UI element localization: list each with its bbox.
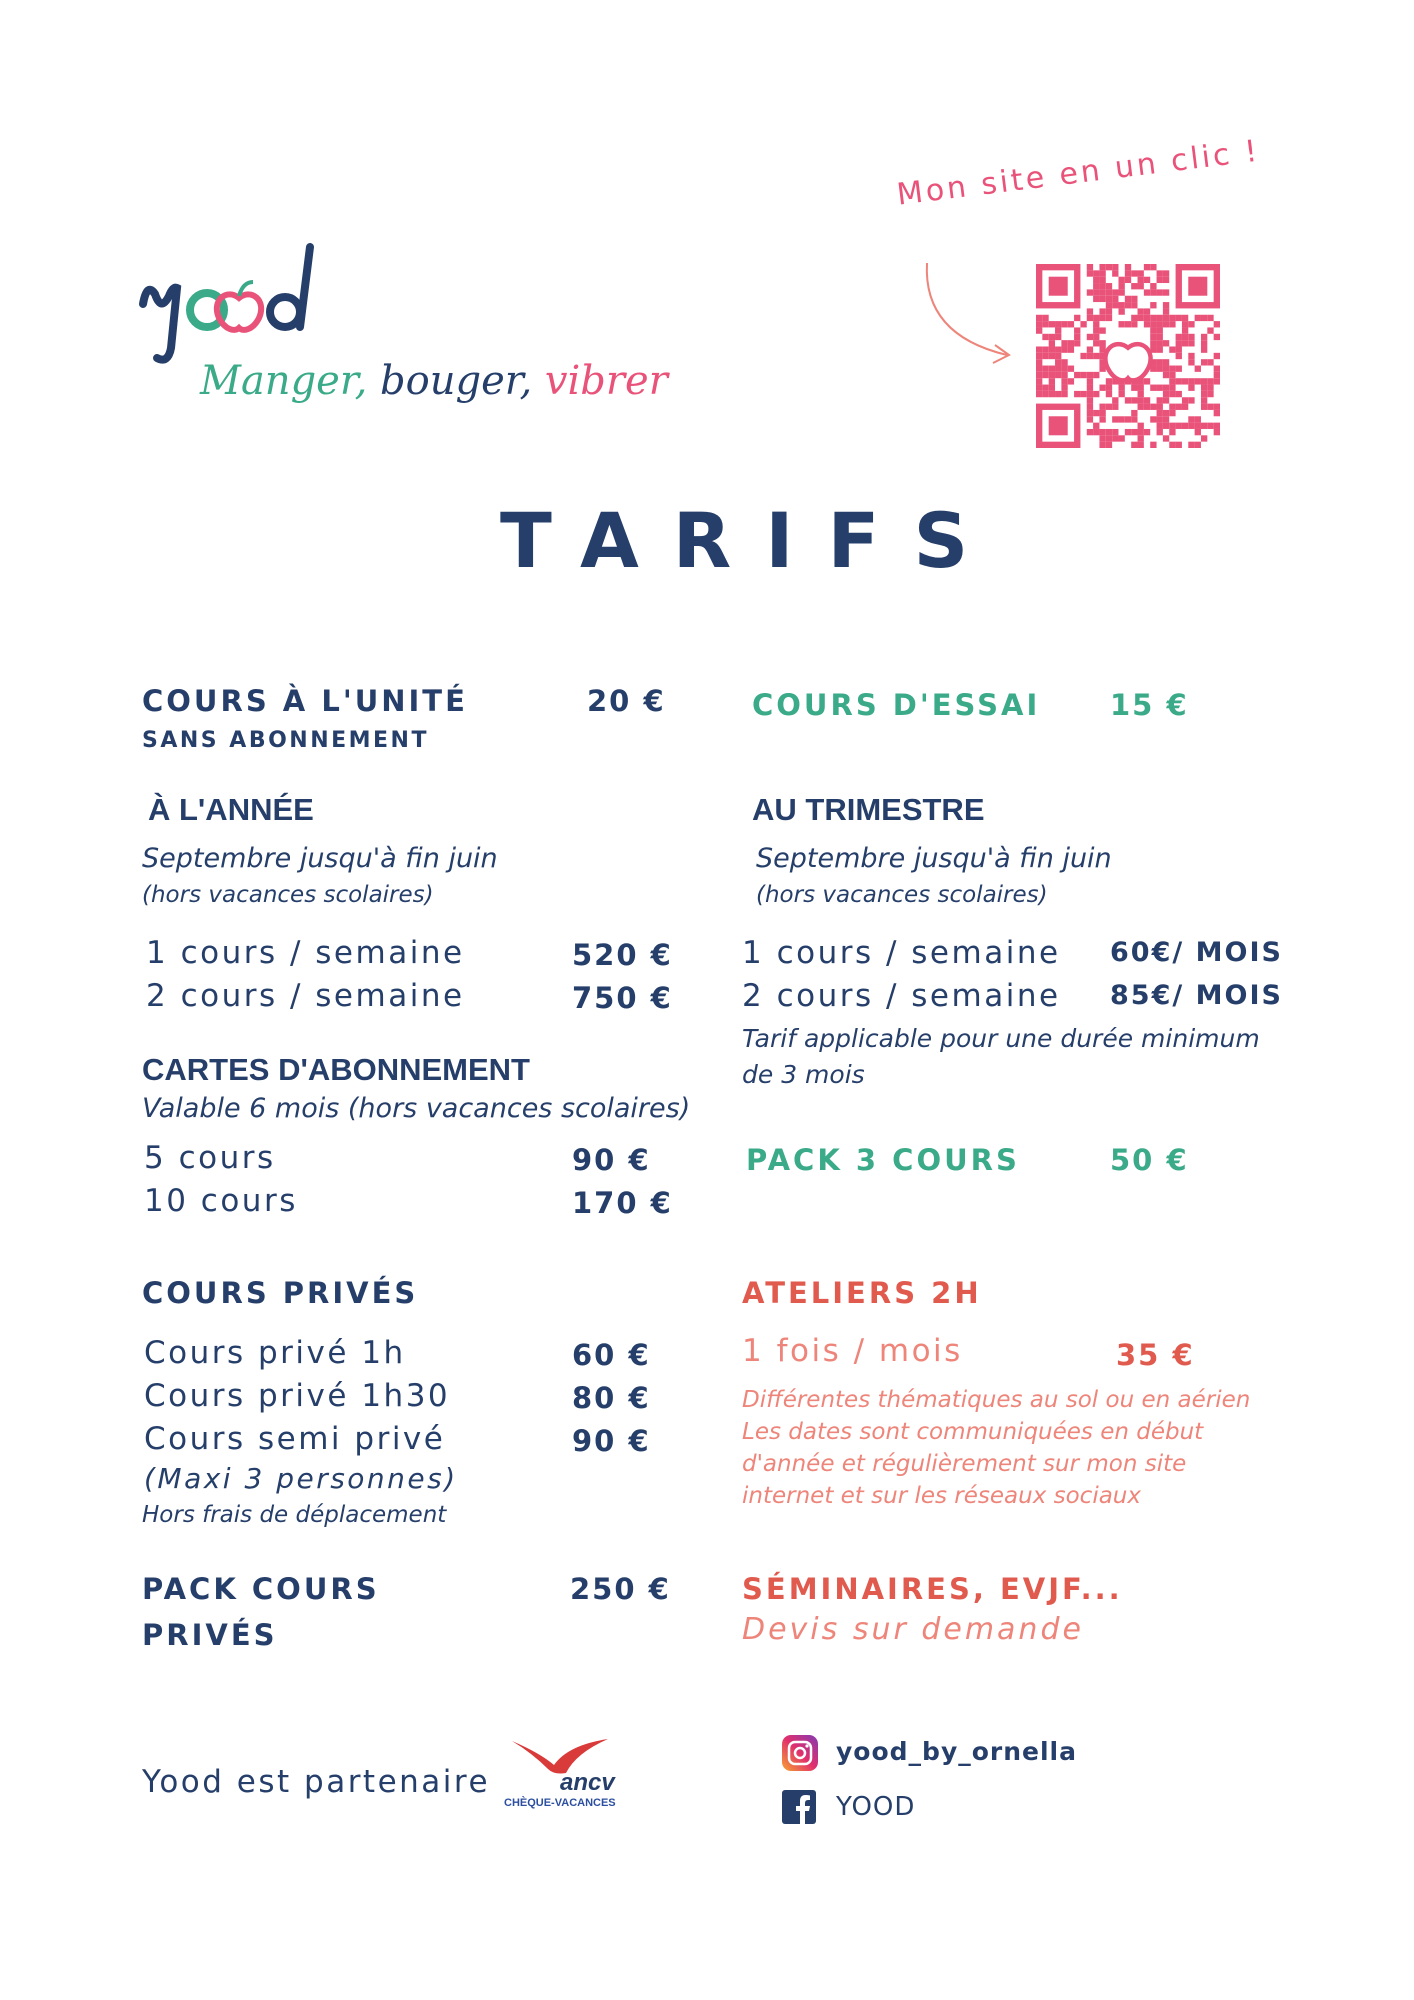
curved-arrow-icon xyxy=(915,255,1025,375)
ateliers-desc-4: internet et sur les réseaux sociaux xyxy=(742,1483,1141,1509)
tagline-manger: Manger, xyxy=(200,358,368,404)
trimestre-row-1-label: 1 cours / semaine xyxy=(742,935,1061,971)
ateliers-desc-3: d'année et régulièrement sur mon site xyxy=(742,1451,1187,1477)
tagline-vibrer: vibrer xyxy=(544,358,668,404)
ancv-logo xyxy=(500,1735,620,1815)
trimestre-note: (hors vacances scolaires) xyxy=(756,882,1048,908)
cartes-row-1-label: 5 cours xyxy=(144,1140,276,1176)
annee-note: (hors vacances scolaires) xyxy=(142,882,434,908)
seminaires-label: SÉMINAIRES, EVJF... xyxy=(742,1572,1123,1606)
prives-row-2-price: 80 € xyxy=(572,1381,651,1415)
prives-frais: Hors frais de déplacement xyxy=(142,1502,447,1528)
essai-label: COURS D'ESSAI xyxy=(752,688,1041,722)
essai-price: 15 € xyxy=(1110,688,1189,722)
prives-row-2-label: Cours privé 1h30 xyxy=(144,1378,451,1414)
ancv-wordmark: ancv xyxy=(560,1769,615,1796)
annee-period: Septembre jusqu'à fin juin xyxy=(142,843,498,874)
qr-caption: Mon site en un clic ! xyxy=(895,133,1262,213)
cartes-label: CARTES D'ABONNEMENT xyxy=(142,1052,530,1087)
ateliers-desc-2: Les dates sont communiquées en début xyxy=(742,1419,1204,1445)
instagram-handle: yood_by_ornella xyxy=(836,1737,1078,1766)
ateliers-desc-1: Différentes thématiques au sol ou en aérien xyxy=(742,1387,1251,1413)
ancv-sub: CHÈQUE-VACANCES xyxy=(504,1797,616,1809)
annee-row-2-price: 750 € xyxy=(572,981,673,1015)
prives-row-1-label: Cours privé 1h xyxy=(144,1335,406,1371)
cartes-row-1-price: 90 € xyxy=(572,1143,651,1177)
annee-row-1-price: 520 € xyxy=(572,938,673,972)
prives-row-3-price: 90 € xyxy=(572,1424,651,1458)
annee-row-2-label: 2 cours / semaine xyxy=(146,978,465,1014)
prives-row-1-price: 60 € xyxy=(572,1338,651,1372)
pack-prives-label-2: PRIVÉS xyxy=(142,1618,278,1652)
pack-prives-price: 250 € xyxy=(570,1572,671,1606)
trimestre-period: Septembre jusqu'à fin juin xyxy=(756,843,1112,874)
ateliers-label: ATELIERS 2H xyxy=(742,1276,982,1310)
facebook-handle: YOOD xyxy=(836,1792,916,1822)
prives-maxi: (Maxi 3 personnes) xyxy=(144,1462,458,1495)
ateliers-price: 35 € xyxy=(1116,1338,1195,1372)
cours-unite-price: 20 € xyxy=(587,684,666,718)
trimestre-label: AU TRIMESTRE xyxy=(752,792,985,827)
facebook-icon xyxy=(782,1790,816,1824)
cartes-row-2-label: 10 cours xyxy=(144,1183,298,1219)
pack-prives-label-1: PACK COURS xyxy=(142,1572,380,1606)
trimestre-row-2-label: 2 cours / semaine xyxy=(742,978,1061,1014)
cartes-row-2-price: 170 € xyxy=(572,1186,673,1220)
trimestre-row-1-price: 60€/ MOIS xyxy=(1110,937,1283,968)
trimestre-tarif-note-1: Tarif applicable pour une durée minimum xyxy=(742,1024,1260,1053)
cours-unite-label: COURS À L'UNITÉ xyxy=(142,684,468,718)
instagram-icon xyxy=(782,1735,818,1771)
qr-code-icon[interactable] xyxy=(1036,264,1220,448)
cours-unite-sub: SANS ABONNEMENT xyxy=(142,728,429,753)
cartes-note: Valable 6 mois (hors vacances scolaires) xyxy=(142,1093,691,1124)
page-title: TARIFS xyxy=(500,496,1003,585)
annee-row-1-label: 1 cours / semaine xyxy=(146,935,465,971)
prives-row-3-label: Cours semi privé xyxy=(144,1421,446,1457)
annee-label: À L'ANNÉE xyxy=(148,792,314,827)
prives-label: COURS PRIVÉS xyxy=(142,1276,419,1310)
trimestre-tarif-note-2: de 3 mois xyxy=(742,1060,865,1089)
tagline xyxy=(200,358,668,404)
seminaires-sub: Devis sur demande xyxy=(742,1612,1084,1647)
pack3-label: PACK 3 COURS xyxy=(746,1143,1020,1177)
pack3-price: 50 € xyxy=(1110,1143,1189,1177)
ateliers-row-label: 1 fois / mois xyxy=(742,1333,963,1369)
tagline-bouger: bouger, xyxy=(380,358,533,404)
partner-text: Yood est partenaire xyxy=(142,1764,491,1800)
trimestre-row-2-price: 85€/ MOIS xyxy=(1110,980,1283,1011)
